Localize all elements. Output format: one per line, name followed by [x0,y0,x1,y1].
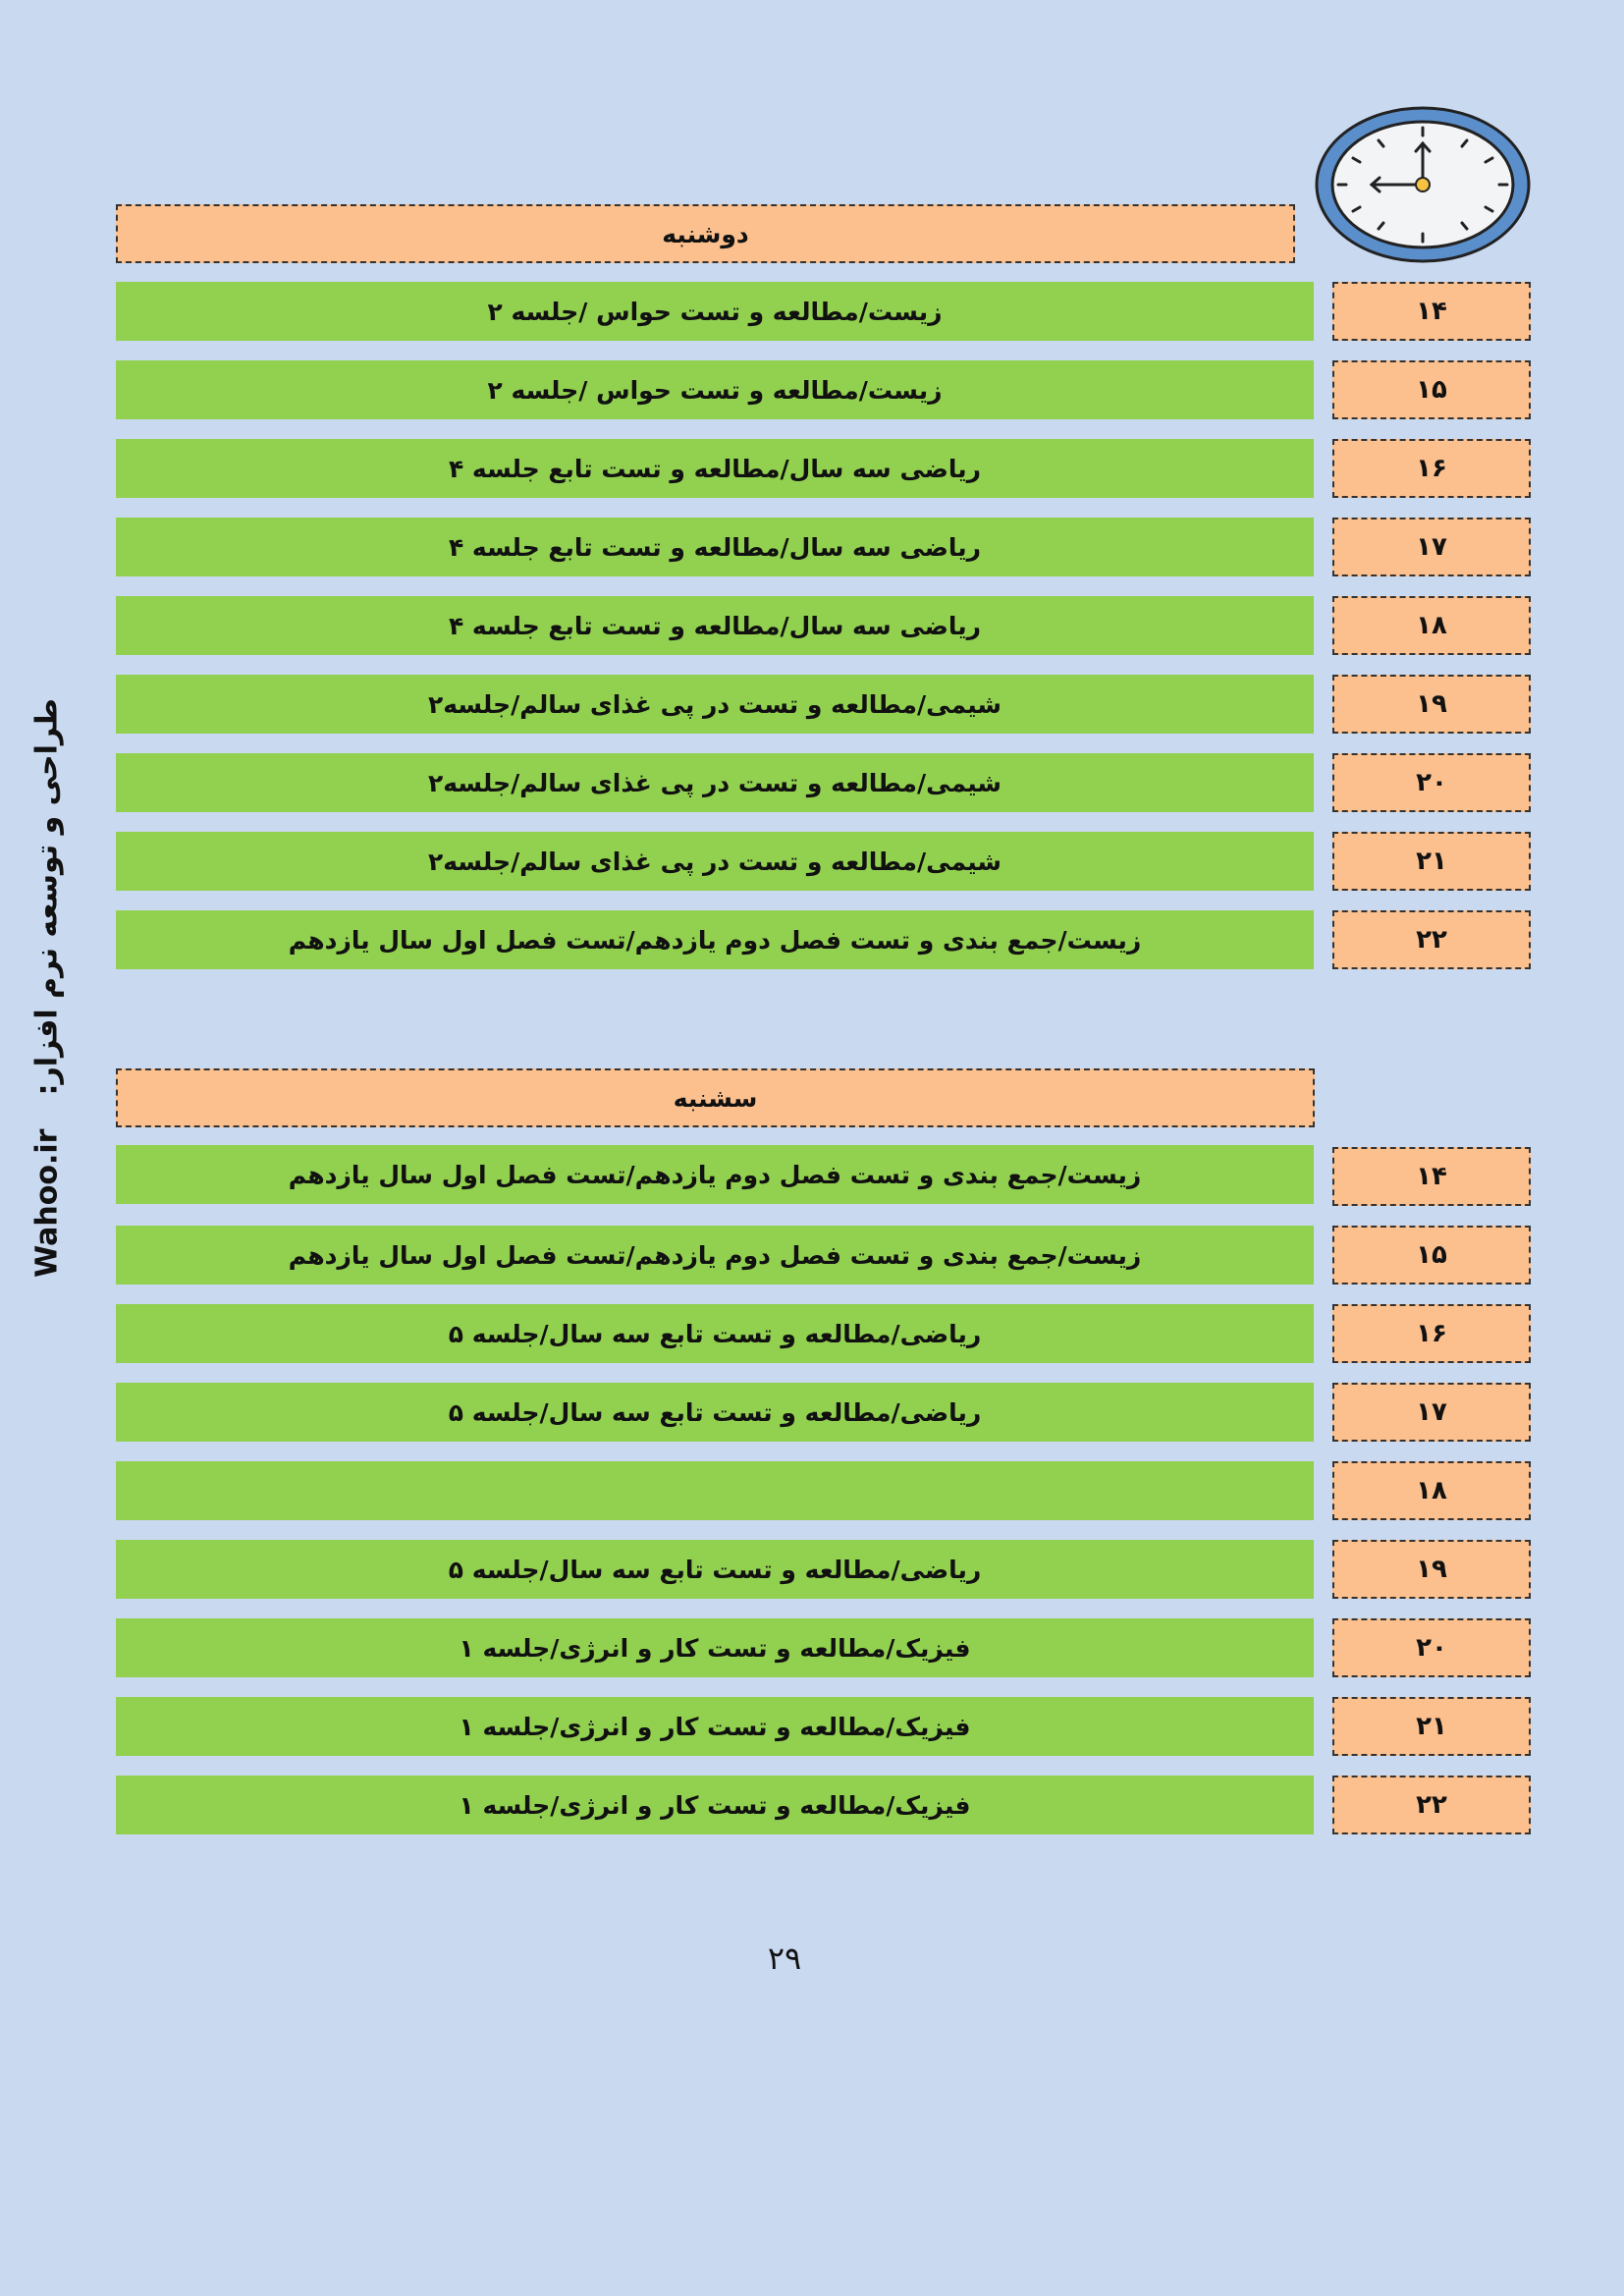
task-cell [116,1461,1314,1520]
hour-cell: ۱۷ [1332,1383,1531,1442]
task-cell: زیست/جمع بندی و تست فصل دوم یازدهم/تست فصل اول سال یازدهم [116,910,1314,969]
task-cell: زیست/مطالعه و تست حواس /جلسه ۲ [116,360,1314,419]
hour-cell: ۱۷ [1332,518,1531,576]
hour-cell: ۲۰ [1332,753,1531,812]
hour-cell: ۲۲ [1332,1776,1531,1834]
page-number: ۲۹ [767,1940,802,1977]
task-cell: فیزیک/مطالعه و تست کار و انرژی/جلسه ۱ [116,1618,1314,1677]
hour-cell: ۱۸ [1332,596,1531,655]
credit-text [30,698,65,1278]
hour-cell: ۱۹ [1332,675,1531,734]
credit-label: طراحی و توسعه نرم افزار: [29,698,65,1096]
credit-site: Wahoo.ir [29,1128,65,1278]
hour-cell: ۱۴ [1332,282,1531,341]
hour-cell: ۲۱ [1332,832,1531,891]
task-cell: فیزیک/مطالعه و تست کار و انرژی/جلسه ۱ [116,1697,1314,1756]
task-cell: فیزیک/مطالعه و تست کار و انرژی/جلسه ۱ [116,1776,1314,1834]
task-cell: زیست/مطالعه و تست حواس /جلسه ۲ [116,282,1314,341]
hour-cell: ۱۶ [1332,439,1531,498]
hour-cell: ۱۵ [1332,1226,1531,1285]
task-cell: زیست/جمع بندی و تست فصل دوم یازدهم/تست فصل اول سال یازدهم [116,1145,1314,1204]
hour-cell: ۲۱ [1332,1697,1531,1756]
hour-cell: ۱۶ [1332,1304,1531,1363]
tuesday-header: سشنبه [116,1068,1315,1127]
hour-cell: ۱۴ [1332,1147,1531,1206]
task-cell: ریاضی سه سال/مطالعه و تست تابع جلسه ۴ [116,596,1314,655]
hour-cell: ۱۹ [1332,1540,1531,1599]
hour-cell: ۲۲ [1332,910,1531,969]
task-cell: ریاضی/مطالعه و تست تابع سه سال/جلسه ۵ [116,1304,1314,1363]
task-cell: ریاضی/مطالعه و تست تابع سه سال/جلسه ۵ [116,1383,1314,1442]
task-cell: شیمی/مطالعه و تست در پی غذای سالم/جلسه۲ [116,675,1314,734]
task-cell: شیمی/مطالعه و تست در پی غذای سالم/جلسه۲ [116,753,1314,812]
task-cell: ریاضی سه سال/مطالعه و تست تابع جلسه ۴ [116,439,1314,498]
monday-header: دوشنبه [116,204,1295,263]
hour-cell: ۱۵ [1332,360,1531,419]
hour-cell: ۲۰ [1332,1618,1531,1677]
task-cell: شیمی/مطالعه و تست در پی غذای سالم/جلسه۲ [116,832,1314,891]
task-cell: ریاضی سه سال/مطالعه و تست تابع جلسه ۴ [116,518,1314,576]
task-cell: زیست/جمع بندی و تست فصل دوم یازدهم/تست فصل اول سال یازدهم [116,1226,1314,1285]
task-cell: ریاضی/مطالعه و تست تابع سه سال/جلسه ۵ [116,1540,1314,1599]
clock-icon [1313,104,1533,265]
hour-cell: ۱۸ [1332,1461,1531,1520]
